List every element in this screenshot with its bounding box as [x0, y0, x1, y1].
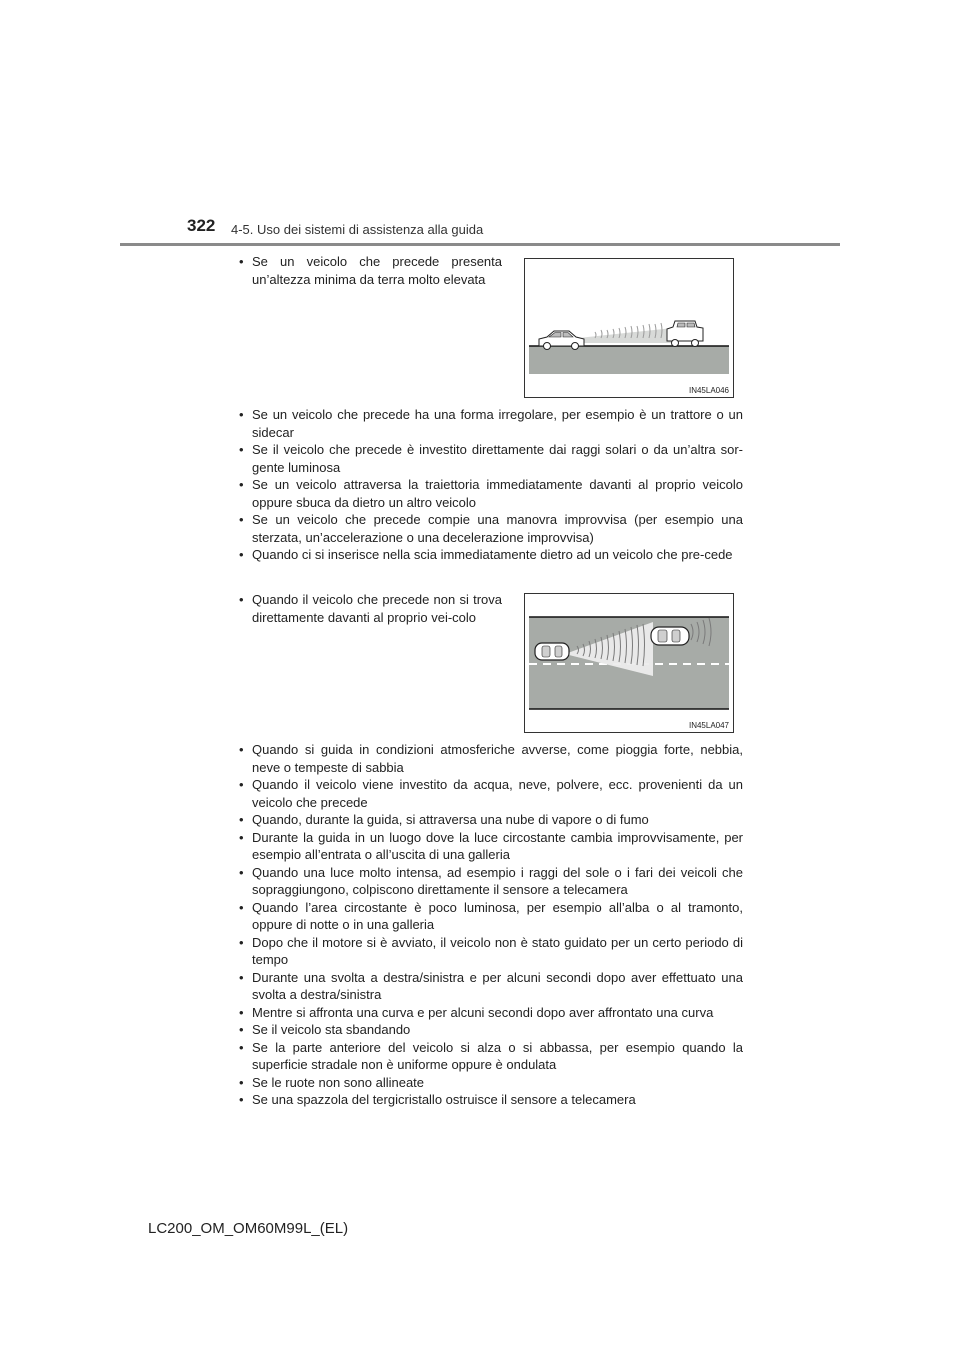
- list-item: • Se le ruote non sono allineate: [238, 1074, 743, 1092]
- figure-illustration: [525, 259, 733, 397]
- list-item: • Se il veicolo sta sbandando: [238, 1021, 743, 1039]
- section-title: 4-5. Uso dei sistemi di assistenza alla guida: [231, 222, 484, 237]
- bullet-list-offset-vehicle: [238, 591, 502, 626]
- list-item: • Quando, durante la guida, si attraversa una nube di vapore o di fumo: [238, 811, 743, 829]
- list-item: • Quando si guida in condizioni atmosferiche avverse, come pioggia forte, nebbia, neve o tempeste di sabbia: [238, 741, 743, 776]
- list-item: • Durante la guida in un luogo dove la luce circostante cambia improvvisamente, per esempio all’entrata o all’uscita di una galleria: [238, 829, 743, 864]
- document-code: LC200_OM_OM60M99L_(EL): [148, 1220, 349, 1237]
- list-item: • Quando il veicolo che precede non si trova direttamente davanti al proprio vei-colo: [238, 591, 502, 626]
- list-item: • Mentre si affronta una curva e per alcuni secondi dopo aver affrontato una curva: [238, 1004, 743, 1022]
- header-divider: [120, 243, 840, 246]
- list-item: • Se un veicolo che precede presenta un’altezza minima da terra molto elevata: [238, 253, 502, 288]
- bullet-list-environment: [238, 741, 743, 1109]
- camera-beam: [569, 328, 673, 343]
- bullet-list-conditions: [238, 406, 743, 564]
- figure-offset-vehicle: [524, 593, 734, 733]
- list-item: • Se il veicolo che precede è investito direttamente dai raggi solari o da un’altra sor-gente luminosa: [238, 441, 743, 476]
- list-item: • Quando l’area circostante è poco luminosa, per esempio all’alba o al tramonto, oppure di notte o in una galleria: [238, 899, 743, 934]
- figure-illustration: [525, 594, 733, 732]
- preceding-car-icon: [651, 627, 689, 645]
- list-item: • Se un veicolo che precede ha una forma irregolare, per esempio è un trattore o un sidecar: [238, 406, 743, 441]
- page-number: 322: [187, 216, 216, 235]
- list-item: • Se una spazzola del tergicristallo ostruisce il sensore a telecamera: [238, 1091, 743, 1109]
- own-car-icon: [535, 643, 569, 660]
- figure-id: IN45LA047: [688, 721, 729, 730]
- figure-high-clearance-vehicle: [524, 258, 734, 398]
- bullet-list-ground-clearance: [238, 253, 502, 288]
- list-item: • Durante una svolta a destra/sinistra e per alcuni secondi dopo aver effettuato una svolta a destra/sinistra: [238, 969, 743, 1004]
- list-item: • Quando il veicolo viene investito da acqua, neve, polvere, ecc. provenienti da un veicolo che precede: [238, 776, 743, 811]
- road-surface: [529, 346, 729, 374]
- list-item: • Se la parte anteriore del veicolo si alza o si abbassa, per esempio quando la superficie stradale non è uniforme oppure è ondulata: [238, 1039, 743, 1074]
- list-item: • Dopo che il motore si è avviato, il veicolo non è stato guidato per un certo periodo di tempo: [238, 934, 743, 969]
- figure-id: IN45LA046: [688, 386, 729, 395]
- list-item: • Se un veicolo che precede compie una manovra improvvisa (per esempio una sterzata, un’accelerazione o una decelerazione improvvisa): [238, 511, 743, 546]
- list-item: • Quando una luce molto intensa, ad esempio i raggi del sole o i fari dei veicoli che sopraggiungono, colpiscono direttamente il sensore a telecamera: [238, 864, 743, 899]
- list-item: • Se un veicolo attraversa la traiettoria immediatamente davanti al proprio veicolo oppure sbuca da dietro un altro veicolo: [238, 476, 743, 511]
- list-item: • Quando ci si inserisce nella scia immediatamente dietro ad un veicolo che pre-cede: [238, 546, 743, 564]
- high-vehicle-icon: [667, 321, 703, 347]
